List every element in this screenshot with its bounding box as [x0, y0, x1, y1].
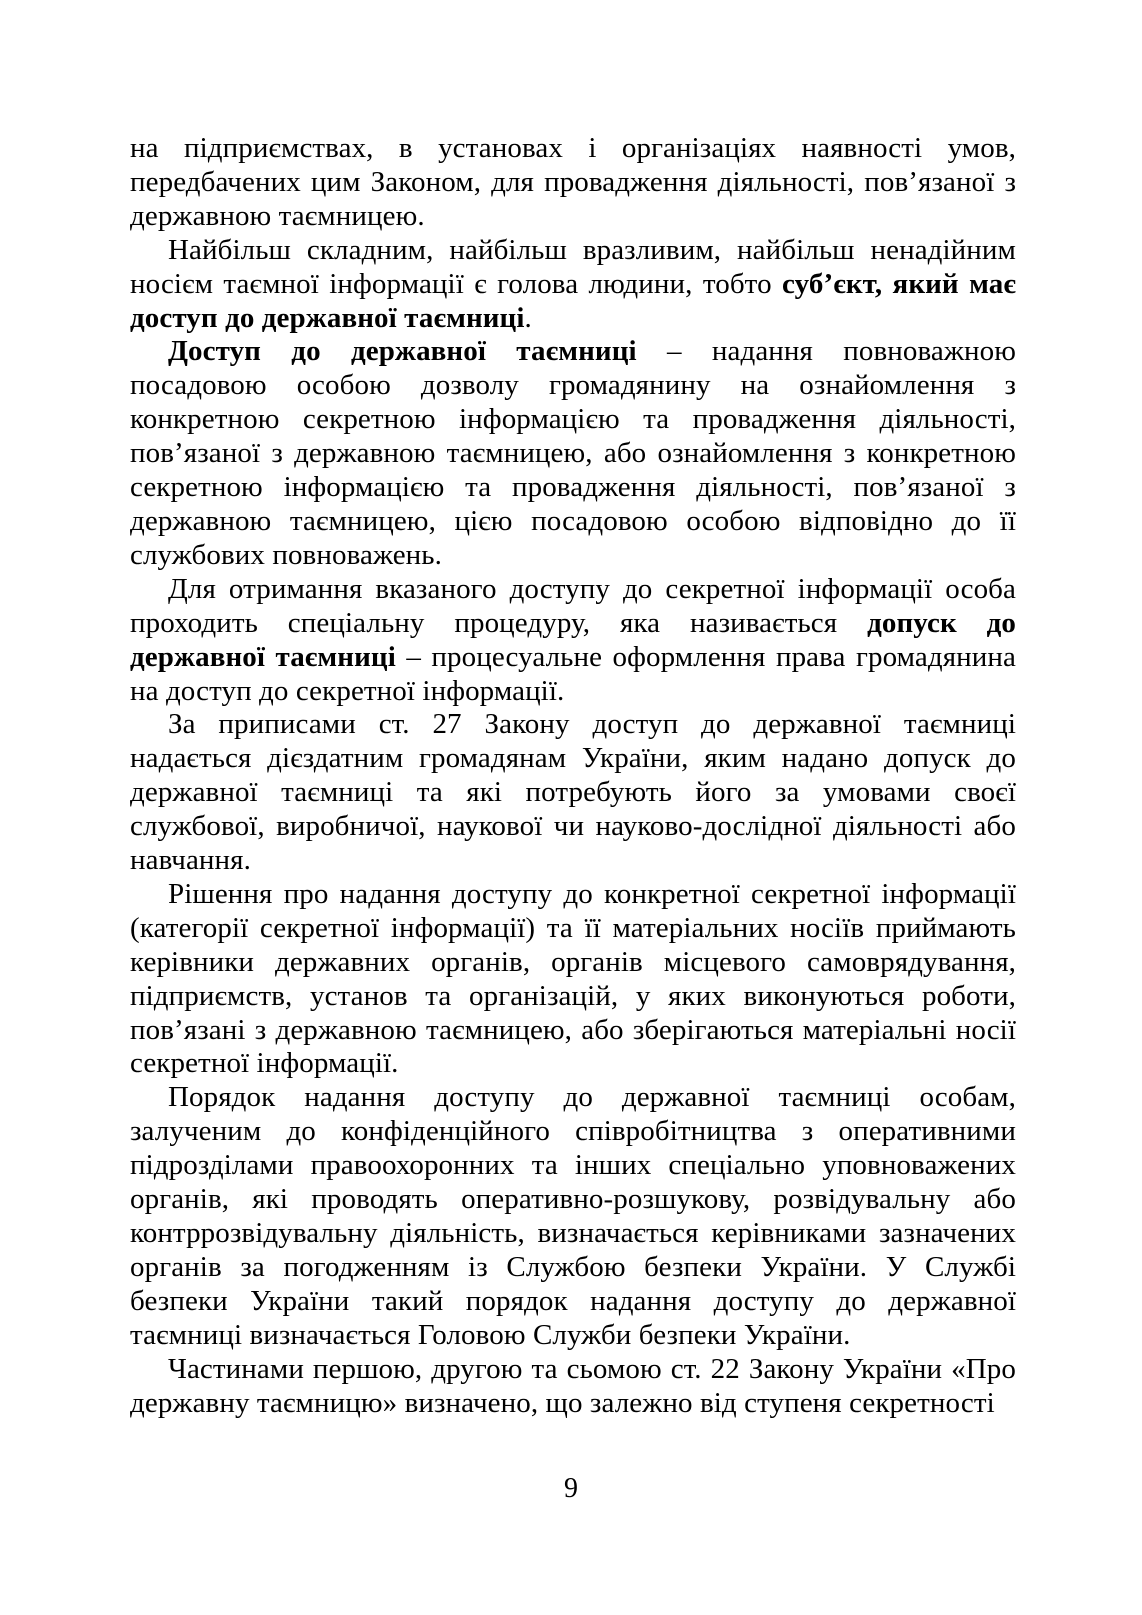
page-number: 9: [564, 1473, 578, 1504]
bold-text-run: Доступ до державної таємниці: [168, 335, 637, 368]
paragraph: [130, 335, 1016, 572]
text-block: [130, 132, 1016, 1420]
paragraph: [130, 1353, 1016, 1421]
text-run: За приписами ст. 27 Закону доступ до державної таємниці надається дієздатним громадянам України, яким надано допуск до державної таємниці та які потребують його за умовами своєї службової, виробничої, наукової чи науково-дослідної діяльності або навчання.: [130, 708, 1016, 877]
text-run: Для отримання вказаного доступу до секретної інформації особа проходить спеціальну процедуру, яка називається: [130, 572, 1016, 639]
paragraph: [130, 878, 1016, 1081]
text-run: Порядок надання доступу до державної таємниці особам, залученим до конфіденційного співробітництва з оперативними підрозділами правоохоронних та інших спеціально уповноважених органів, які проводять оперативно-розшукову, розвідувальну або контррозвідувальну діяльність, визначається керівниками зазначених органів за погодженням із Службою безпеки України. У Службі безпеки України такий порядок надання доступу до державної таємниці визначається Головою Служби безпеки України.: [130, 1081, 1016, 1351]
text-run: .: [524, 301, 532, 334]
text-run: Рішення про надання доступу до конкретної секретної інформації (категорії секретної інформації) та її матеріальних носіїв приймають керівники державних органів, органів місцевого самоврядування, підприємств, установ та організацій, у яких виконуються роботи, пов’язані з державною таємницею, або зберігаються матеріальні носії секретної інформації.: [130, 877, 1016, 1080]
bold-text-run: допуск до державної таємниці: [130, 606, 1017, 673]
text-run: – процесуальне оформлення права громадянина на доступ до секретної інформації.: [130, 640, 1016, 707]
text-run: Частинами першою, другою та сьомою ст. 22 Закону України «Про державну таємницю» визначено, що залежно від ступеня секретності: [130, 1352, 1016, 1419]
paragraph: [130, 573, 1016, 709]
paragraph: [130, 708, 1016, 878]
text-run: на підприємствах, в установах і організаціях наявності умов, передбачених цим Законом, для провадження діяльності, пов’язаної з державною таємницею.: [130, 132, 1016, 232]
paragraph: [130, 234, 1016, 336]
bold-text-run: суб’єкт, який має доступ до державної таємниці: [130, 267, 1016, 334]
text-run: – надання повноважною посадовою особою дозволу громадянину на ознайомлення з конкретною секретною інформацією та провадження діяльності, пов’язаної з державною таємницею, або ознайомлення з конкретною секретною інформацією та провадження діяльності, пов’язаної з державною таємницею, цією посадовою особою відповідно до її службових повноважень.: [130, 335, 1017, 571]
paragraph: [130, 132, 1016, 234]
text-run: Найбільш складним, найбільш вразливим, найбільш ненадійним носієм таємної інформації є голова людини, тобто: [130, 233, 1016, 300]
paragraph: [130, 1081, 1016, 1352]
